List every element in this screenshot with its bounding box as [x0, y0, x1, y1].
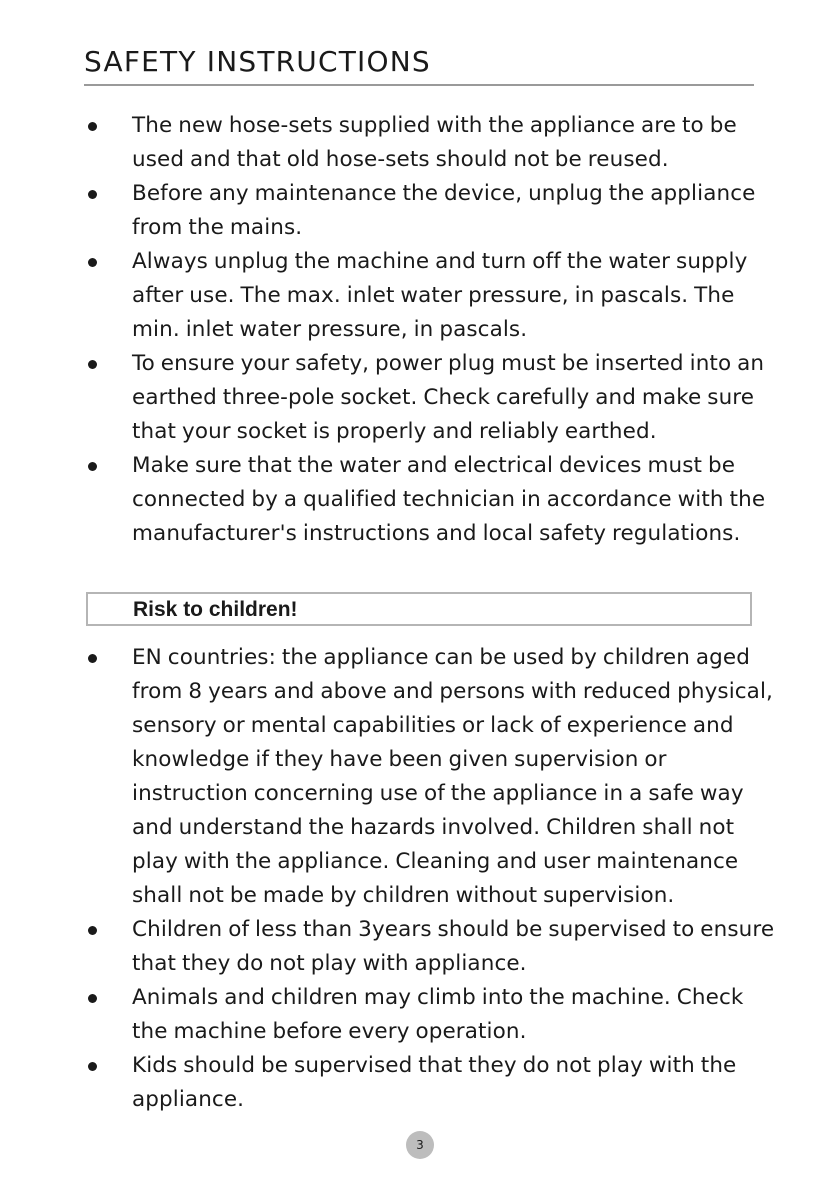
risk-heading: Risk to children! — [133, 598, 298, 621]
list-item — [84, 449, 784, 551]
list-item-text: Animals and children may climb into the machine. Check the machine before every operation. — [132, 985, 744, 1044]
list-item — [84, 981, 784, 1049]
list-item — [84, 641, 784, 913]
list-item-text: The new hose-sets supplied with the appliance are to be used and that old hose-sets should not be reused. — [132, 113, 737, 172]
list-item-text: Children of less than 3years should be supervised to ensure that they do not play with appliance. — [132, 917, 775, 976]
list-item — [84, 347, 784, 449]
page-title: SAFETY INSTRUCTIONS — [84, 45, 431, 78]
risk-heading-box — [86, 592, 752, 626]
bullet-icon — [88, 462, 97, 471]
bullet-icon — [88, 122, 97, 131]
general-safety-list — [84, 109, 784, 551]
page-number-badge: 3 — [406, 1131, 434, 1159]
list-item — [84, 1049, 784, 1117]
list-item-text: Before any maintenance the device, unplug the appliance from the mains. — [132, 181, 756, 240]
list-item — [84, 177, 784, 245]
children-safety-list — [84, 641, 784, 1117]
list-item — [84, 109, 784, 177]
bullet-icon — [88, 926, 97, 935]
list-item-text: EN countries: the appliance can be used by children aged from 8 years and above and persons with reduced physical, sensory or mental capabilities or lack of experience and knowledge if they have been given supervision or instruction concerning use of the appliance in a safe way and understand the hazards involved. Children shall not play with the appliance. Cleaning and user maintenance shall not be made by children without supervision. — [132, 645, 773, 908]
bullet-icon — [88, 258, 97, 267]
bullet-icon — [88, 1062, 97, 1071]
list-item-text: Kids should be supervised that they do not play with the appliance. — [132, 1053, 737, 1112]
list-item — [84, 245, 784, 347]
list-item — [84, 913, 784, 981]
bullet-icon — [88, 994, 97, 1003]
bullet-icon — [88, 654, 97, 663]
bullet-icon — [88, 190, 97, 199]
title-divider — [84, 84, 754, 86]
bullet-icon — [88, 360, 97, 369]
list-item-text: Make sure that the water and electrical devices must be connected by a qualified technician in accordance with the manufacturer's instructions and local safety regulations. — [132, 453, 766, 546]
list-item-text: To ensure your safety, power plug must be inserted into an earthed three-pole socket. Check carefully and make sure that your socket is properly and reliably earthed. — [132, 351, 765, 444]
list-item-text: Always unplug the machine and turn off the water supply after use. The max. inlet water pressure, in pascals. The min. inlet water pressure, in pascals. — [132, 249, 748, 342]
